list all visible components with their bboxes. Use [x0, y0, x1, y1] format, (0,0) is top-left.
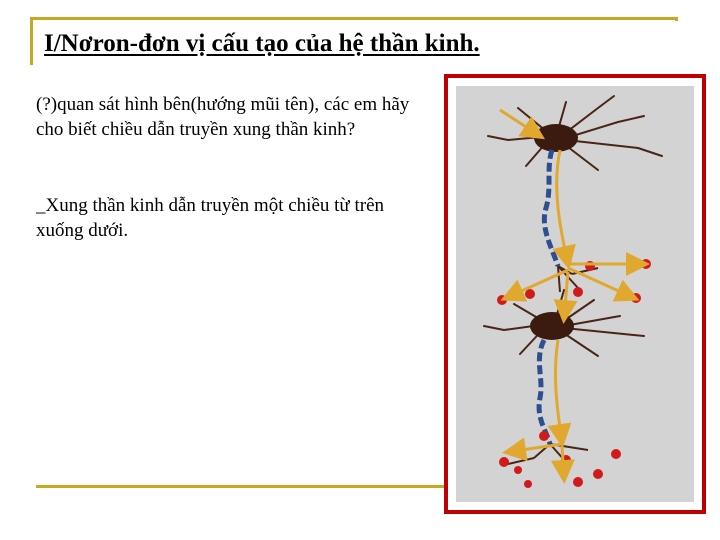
neuron-1-body: [534, 124, 578, 152]
question-text: (?)quan sát hình bên(hướng mũi tên), các em hãy cho biết chiều dẫn truyền xung thần kinh?: [36, 94, 410, 140]
answer-text: _Xung thần kinh dẫn truyền một chiều từ trên xuống dưới.: [36, 195, 385, 241]
top-rule: [30, 17, 678, 20]
right-rule-tick: [675, 17, 678, 21]
bottom-rule: [36, 485, 446, 488]
neuron-2-body: [530, 312, 574, 340]
slide-title: I/Nơron-đơn vị cấu tạo của hệ thần kinh.: [44, 30, 480, 57]
neuron-diagram-image: [444, 74, 706, 514]
neuron-illustration: [448, 78, 702, 510]
left-rule: [30, 17, 33, 65]
